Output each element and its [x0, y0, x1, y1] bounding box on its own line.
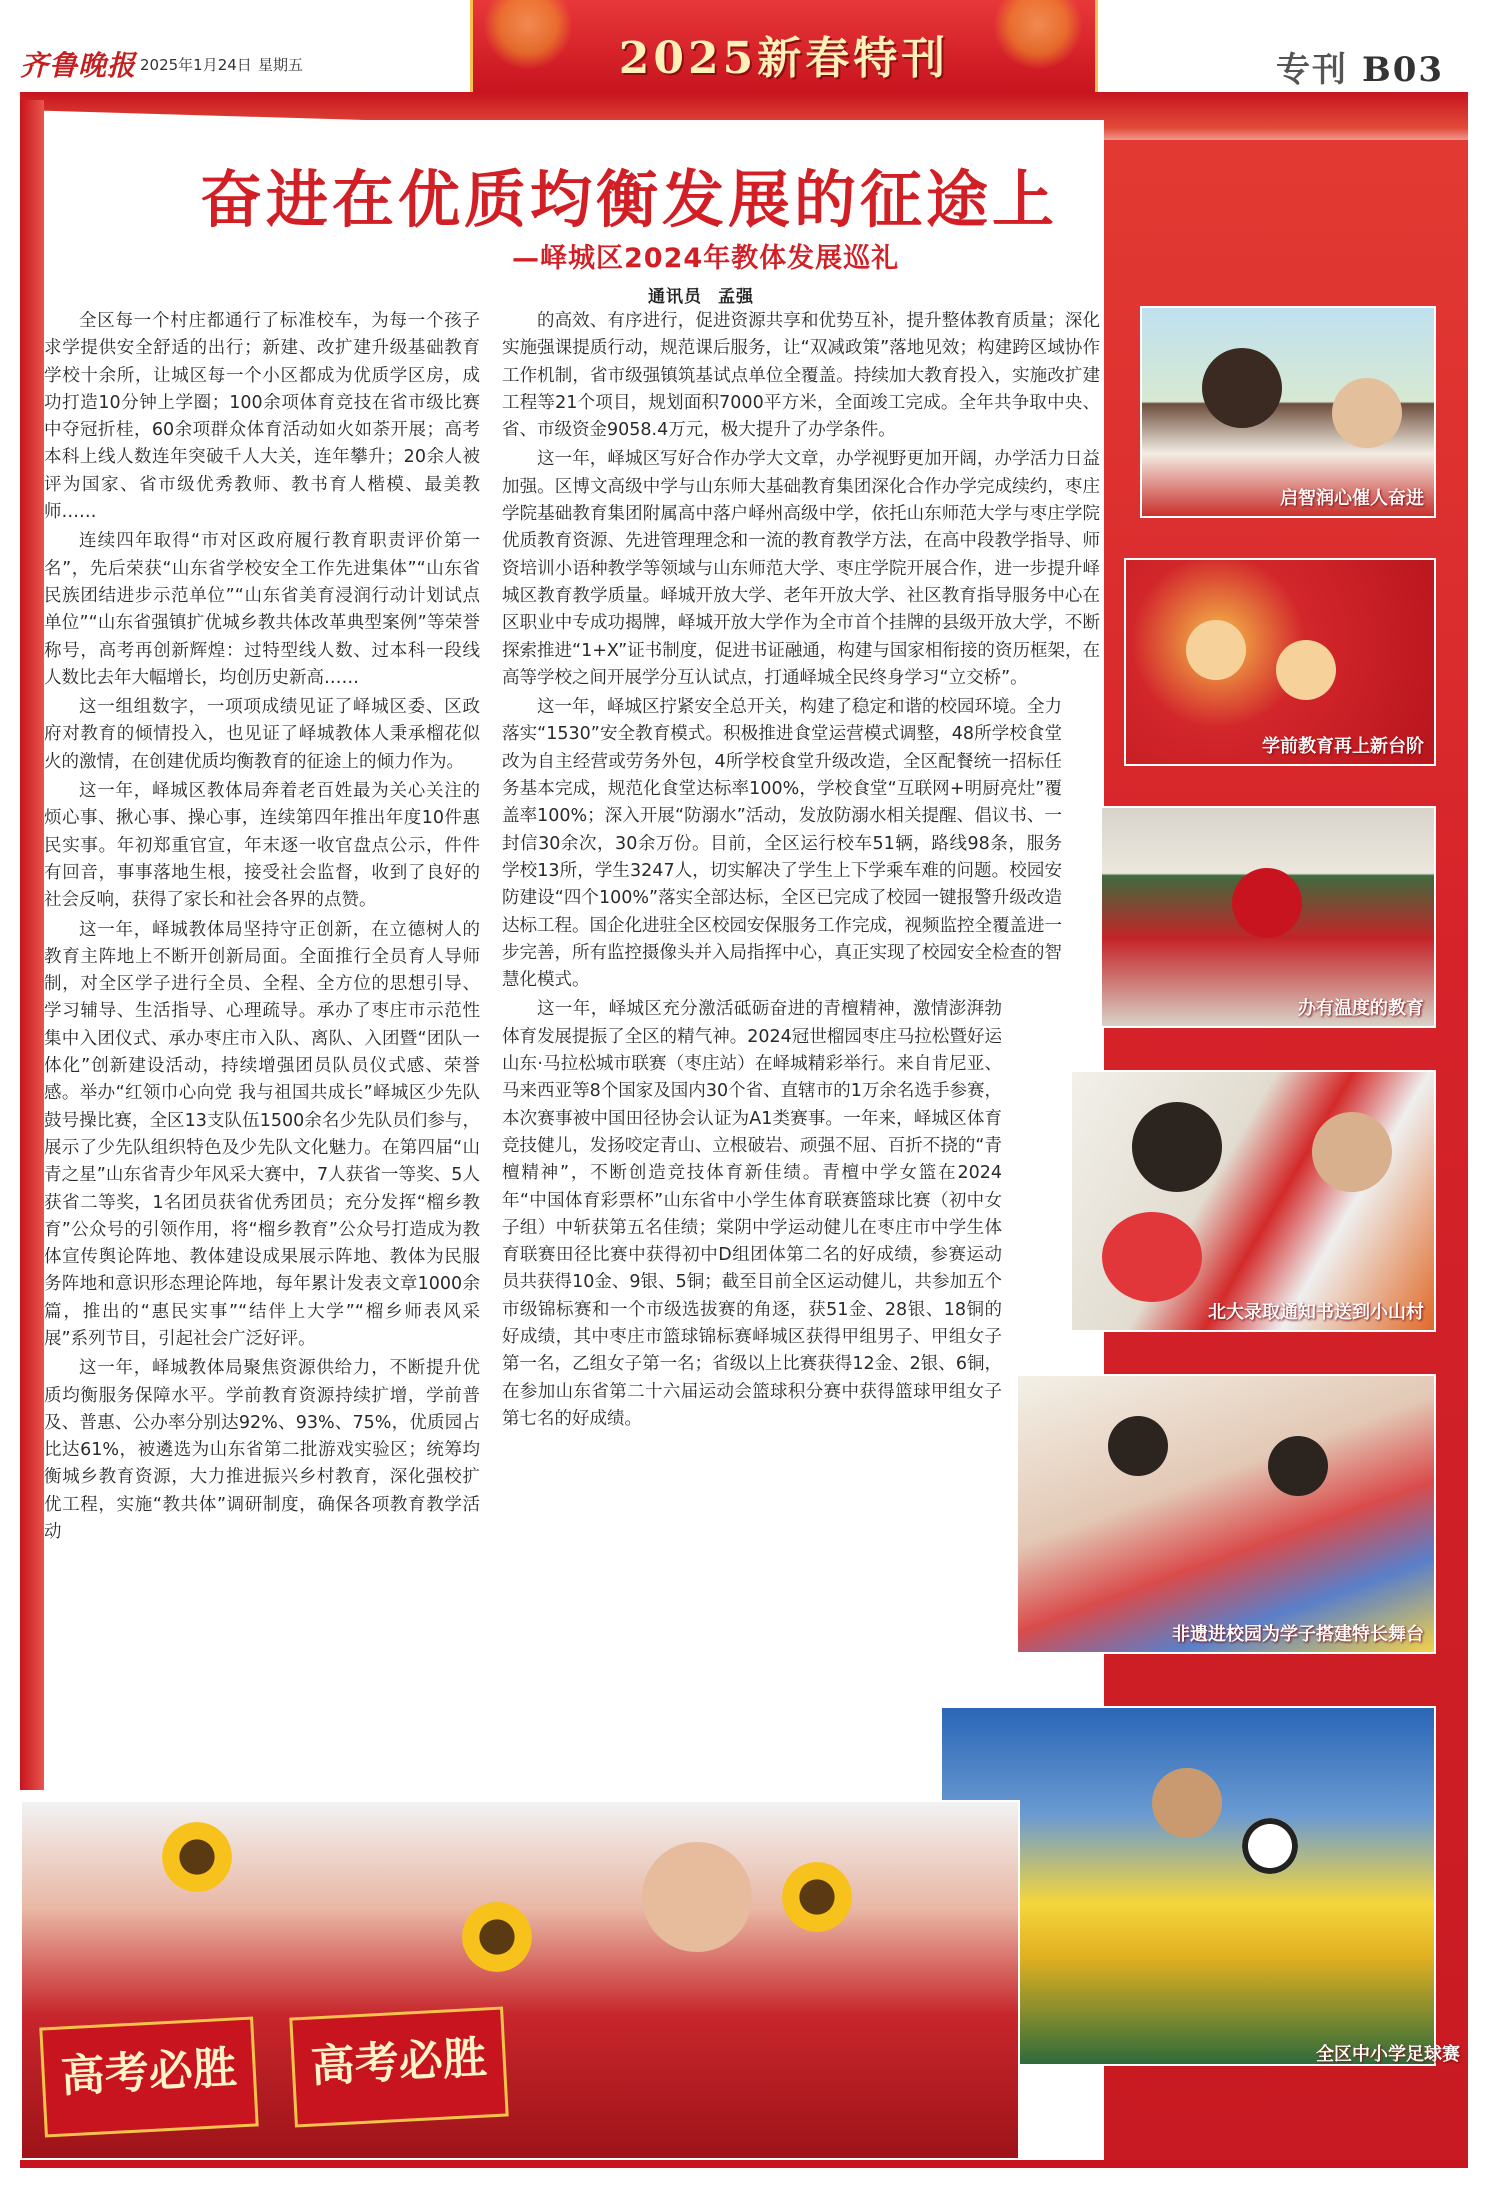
photo-warm-education [1100, 806, 1436, 1028]
issue-weekday: 星期五 [258, 56, 304, 74]
paragraph: 的高效、有序进行，促进资源共享和优势互补，提升整体教育质量；深化实施强课提质行动，规范课后服务，让“双减政策”落地见效；构建跨区域协作工作机制，省市级强镇筑基试点单位全覆盖。持续加大教育投入，实施改扩建工程等21个项目，规划面积7000平方米，全面竣工完成。全年共争取中央、省、市级资金9058.4万元，极大提升了办学条件。 [502, 311, 1100, 441]
paragraph: 全区每一个村庄都通行了标准校车，为每一个孩子求学提供安全舒适的出行；新建、改扩建升级基础教育学校十余所，让城区每一个小区都成为优质学区房，成功打造10分钟上学圈；100余项体育竞技在省市级比赛中夺冠折桂，60余项群众体育活动如火如荼开展；高考本科上线人数连年突破千人大关，连年攀升；20余人被评为国家、省市级优秀教师、教书育人楷模、最美教师…… [44, 311, 480, 523]
flower-bouquet [1102, 1212, 1202, 1302]
sunflower-icon [462, 1902, 532, 1972]
byline-name: 孟强 [718, 287, 754, 307]
photo-admission-letter [1070, 1070, 1436, 1332]
exam-banner: 高考必胜 [39, 2016, 258, 2137]
article-headline: 奋进在优质均衡发展的征途上 [200, 163, 1059, 236]
page-number: B03 [1362, 50, 1445, 90]
article-column-2 [502, 308, 1100, 1435]
photo-caption: 办有温度的教育 [1298, 998, 1424, 1019]
banner-title: 2025新春特刊 [618, 33, 950, 84]
photo-caption: 北大录取通知书送到小山村 [1208, 1302, 1424, 1323]
figure-shape [1276, 640, 1336, 700]
photo-intangible-heritage [1016, 1374, 1436, 1654]
figure-shape [1152, 1768, 1222, 1838]
photo-preschool [1124, 558, 1436, 766]
newspaper-logo: 齐鲁晚报 [20, 49, 137, 82]
sunflower-icon [162, 1822, 232, 1892]
figure-shape [1312, 1112, 1392, 1192]
photo-teacher-student [1140, 306, 1436, 518]
figure-shape [1232, 868, 1302, 938]
paragraph: 这一年，峄城教体局坚持守正创新，在立德树人的教育主阵地上不断开创新局面。全面推行全员育人导师制，对全区学子进行全员、全程、全方位的思想引导、学习辅导、生活指导、心理疏导。承办了枣庄市示范性集中入团仪式、承办枣庄市入队、离队、入团暨“团队一体化”创新建设活动，持续增强团员队员仪式感、荣誉感。举办“红领巾心向党 我与祖国共成长”峄城区少先队鼓号操比赛，全区13支队伍1500余名少先队员们参与，展示了少先队组织特色及少先队文化魅力。在第四届“山青之星”山东省青少年风采大赛中，7人获省一等奖、5人获省二等奖，1名团员获省优秀团员；充分发挥“榴乡教育”公众号的引领作用，将“榴乡教育”公众号打造成为教体宣传舆论阵地、教体建设成果展示阵地、教体为民服务阵地和意识形态理论阵地，每年累计发表文章1000余篇，推出的“惠民实事”“结伴上大学”“榴乡师表风采展”系列节目，引起社会广泛好评。 [44, 919, 480, 1349]
bottom-rule [20, 2160, 1468, 2168]
exam-banner: 高考必胜 [289, 2006, 508, 2127]
sunflower-icon [782, 1862, 852, 1932]
article-subhead: —峄城区2024年教体发展巡礼 [512, 243, 900, 274]
section-label [1276, 42, 1444, 91]
football-icon [1242, 1818, 1298, 1874]
figure-shape [1186, 620, 1246, 680]
paragraph: 这一年，峄城区写好合作办学大文章，办学视野更加开阔，办学活力日益加强。区博文高级中学与山东师大基础教育集团深化合作办学完成续约，枣庄学院基础教育集团附属高中落户峄州高级中学，依托山东师范大学与枣庄学院优质教育资源、先进管理理念和一流的教育教学方法，在高中段教学指导、师资培训小语种教学等领域与山东师范大学、枣庄学院开展合作，进一步提升峄城区教育教学质量。峄城开放大学、老年开放大学、社区教育指导服务中心在区职业中专成功揭牌，峄城开放大学作为全市首个挂牌的县级开放大学，不断探索推进“1+X”证书制度，促进书证融通，构建与国家相衔接的资历框架，在高等学校之间开展学分互认试点，打通峄城全民终身学习“立交桥”。 [502, 449, 1100, 688]
paragraph: 这一年，峄城区拧紧安全总开关，构建了稳定和谐的校园环境。全力落实“1530”安全教育模式。积极推进食堂运营模式调整，48所学校食堂改为自主经营或劳务外包，4所学校食堂升级改造，全区配餐统一招标任务基本完成，规范化食堂达标率100%，学校食堂“互联网+明厨亮灶”覆盖率100%；深入开展“防溺水”活动，发放防溺水相关提醒、倡议书、一封信30余次，30余万份。目前，全区运行校车51辆，路线98条，服务学校13所，学生3247人，切实解决了学生上下学乘车难的问题。校园安防建设“四个100%”落实全部达标，全区已完成了校园一键报警升级改造达标工程。国企化进驻全区校园安保服务工作完成，视频监控全覆盖进一步完善，所有监控摄像头并入局指挥中心，真正实现了校园安全检查的智慧化模式。 [502, 697, 1062, 991]
figure-shape [1268, 1436, 1328, 1496]
byline [648, 282, 754, 307]
figure-shape [1132, 1102, 1222, 1192]
article-column-1 [44, 308, 480, 1828]
paragraph: 这一年，峄城区教体局奔着老百姓最为关心关注的烦心事、揪心事、操心事，连续第四年推出年度10件惠民实事。年初郑重官宣，年末逐一收官盘点公示，件件有回音，事事落地生根，接受社会监督，收到了良好的社会反响，获得了家长和社会各界的点赞。 [44, 781, 480, 911]
figure-shape [1108, 1416, 1168, 1476]
photo-caption: 启智润心催人奋进 [1280, 488, 1424, 509]
figure-shape [1202, 348, 1282, 428]
figure-shape [1332, 378, 1402, 448]
photo-exam-cheer [20, 1800, 1020, 2160]
paragraph: 这一年，峄城区充分激活砥砺奋进的青檀精神，激情澎湃勃体育发展提振了全区的精气神。2024冠世榴园枣庄马拉松暨好运山东·马拉松城市联赛（枣庄站）在峄城精彩举行。来自肯尼亚、马来西亚等8个国家及国内30个省、直辖市的1万余名选手参赛，本次赛事被中国田径协会认证为A1类赛事。一年来，峄城区体育竞技健儿，发扬咬定青山、立根破岩、顽强不屈、百折不挠的“青檀精神”，不断创造竞技体育新佳绩。青檀中学女篮在2024年“中国体育彩票杯”山东省中小学生体育联赛篮球比赛（初中女子组）中斩获第五名佳绩；棠阴中学运动健儿在枣庄市中学生体育联赛田径比赛中获得初中D组团体第二名的好成绩，参赛运动员共获得10金、9银、5铜；截至目前全区运动健儿，共参加五个市级锦标赛和一个市级选拔赛的角逐，获51金、28银、18铜的好成绩，其中枣庄市篮球锦标赛峄城区获得甲组男子、甲组女子第一名，乙组女子第一名；省级以上比赛获得12金、2银、6铜，在参加山东省第二十六届运动会篮球积分赛中获得篮球甲组女子第七名的好成绩。 [502, 999, 1002, 1429]
new-year-banner [470, 0, 1098, 92]
red-side-ribbon [20, 100, 44, 1790]
masthead [0, 0, 1488, 92]
paragraph: 连续四年取得“市对区政府履行教育职责评价第一名”，先后荣获“山东省学校安全工作先进集体”“山东省民族团结进步示范单位”“山东省美育浸润行动计划试点单位”“山东省强镇扩优城乡教共体改革典型案例”等荣誉称号，高考再创新辉煌：过特型线人数、过本科一段线人数比去年大幅增长，均创历史新高…… [44, 531, 480, 688]
byline-role: 通讯员 [648, 287, 702, 307]
paragraph: 这一年，峄城教体局聚焦资源供给力，不断提升优质均衡服务保障水平。学前教育资源持续扩增，学前普及、普惠、公办率分别达92%、93%、75%，优质园占比达61%，被遴选为山东省第二批游戏实验区；统筹均衡城乡教育资源，大力推进振兴乡村教育，深化强校扩优工程，实施“教共体”调研制度，确保各项教育教学活动 [44, 1358, 480, 1543]
photo-caption: 学前教育再上新台阶 [1262, 736, 1424, 757]
issue-date: 2025年1月24日 [140, 56, 252, 74]
photo-caption: 全区中小学足球赛 [1316, 2044, 1460, 2065]
paragraph: 这一组组数字，一项项成绩见证了峄城区委、区政府对教育的倾情投入，也见证了峄城教体人秉承榴花似火的激情，在创建优质均衡教育的征途上的倾力作为。 [44, 697, 480, 772]
photo-caption: 非遗进校园为学子搭建特长舞台 [1172, 1624, 1424, 1645]
figure-shape [642, 1842, 752, 1952]
section-name: 专刊 [1276, 50, 1348, 90]
